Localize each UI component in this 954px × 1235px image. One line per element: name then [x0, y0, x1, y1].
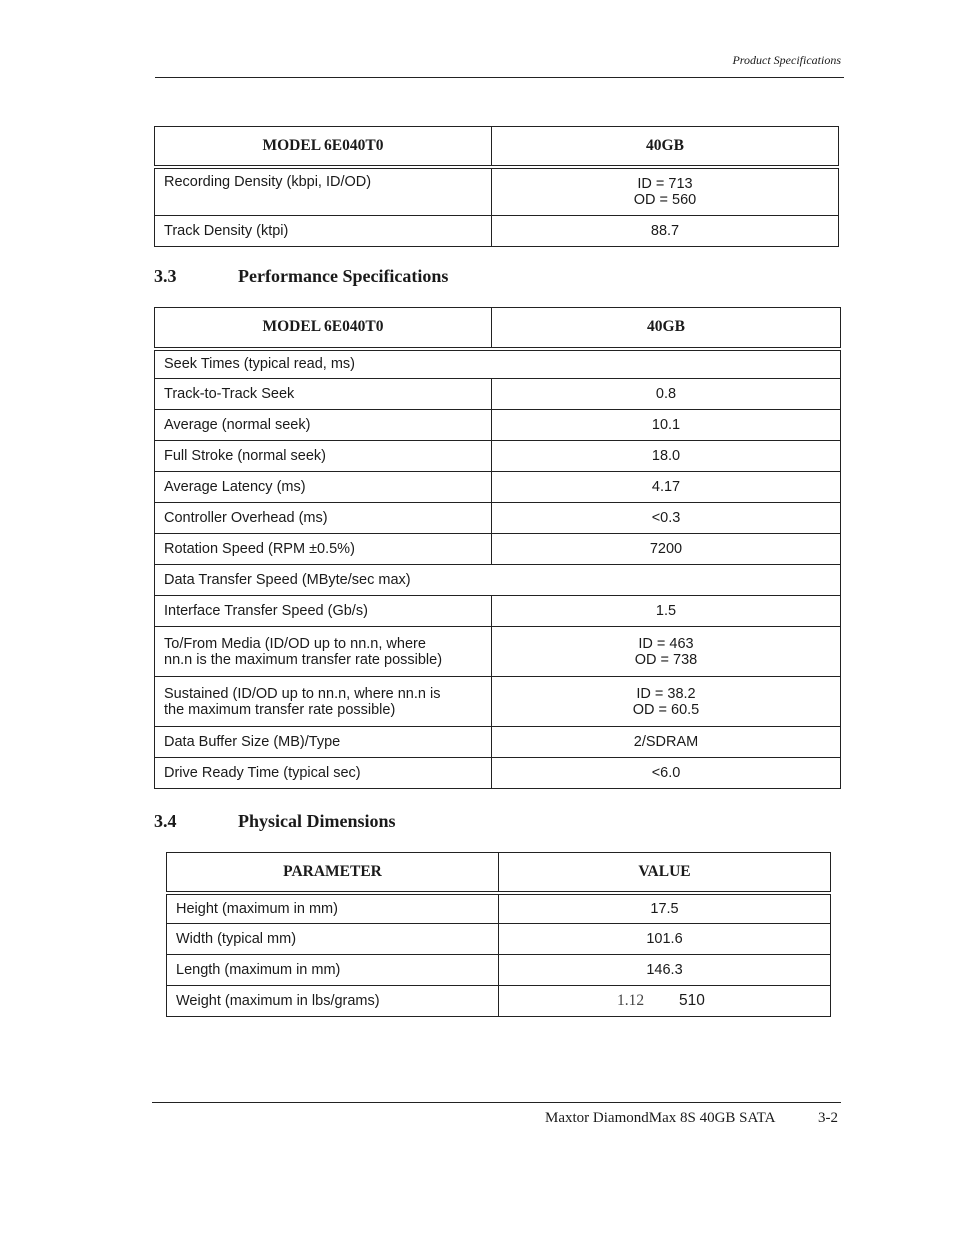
table-row-value: 7200	[492, 534, 841, 565]
value-column-header: VALUE	[499, 853, 831, 893]
interface-transfer-label: Interface Transfer Speed (Gb/s)	[155, 596, 492, 627]
buffer-size-label: Data Buffer Size (MB)/Type	[155, 727, 492, 758]
buffer-size-value: 2/SDRAM	[492, 727, 841, 758]
physical-dimensions-table	[166, 852, 831, 1017]
capacity-column-header: 40GB	[492, 308, 841, 349]
table-row-label: Length (maximum in mm)	[167, 955, 499, 986]
recording-density-label: Recording Density (kbpi, ID/OD)	[155, 167, 492, 216]
table-row-value: 17.5	[499, 893, 831, 924]
footer-page-number: 3-2	[818, 1110, 838, 1126]
model-column-header: MODEL 6E040T0	[155, 308, 492, 349]
drive-ready-label: Drive Ready Time (typical sec)	[155, 758, 492, 789]
performance-table	[154, 307, 841, 789]
table-row-value: 101.6	[499, 924, 831, 955]
sustained-transfer-value: ID = 38.2 OD = 60.5	[492, 677, 841, 727]
capacity-column-header: 40GB	[492, 127, 839, 167]
data-transfer-group-label: Data Transfer Speed (MByte/sec max)	[155, 565, 841, 596]
interface-transfer-value: 1.5	[492, 596, 841, 627]
weight-value	[499, 986, 831, 1017]
sustained-transfer-label: Sustained (ID/OD up to nn.n, where nn.n is the maximum transfer rate possible)	[155, 677, 492, 727]
density-table	[154, 126, 839, 247]
weight-grams-value: 510	[679, 992, 705, 1009]
weight-lbs-value: 1.12	[617, 992, 645, 1009]
footer-product-name: Maxtor DiamondMax 8S 40GB SATA	[545, 1110, 776, 1126]
recording-density-value: ID = 713 OD = 560	[492, 167, 839, 216]
track-density-value: 88.7	[492, 216, 839, 247]
media-transfer-value: ID = 463 OD = 738	[492, 627, 841, 677]
table-row-value: 4.17	[492, 472, 841, 503]
weight-label: Weight (maximum in lbs/grams)	[167, 986, 499, 1017]
model-column-header: MODEL 6E040T0	[155, 127, 492, 167]
table-row-value: 146.3	[499, 955, 831, 986]
table-row-label: Controller Overhead (ms)	[155, 503, 492, 534]
table-row-label: Rotation Speed (RPM ±0.5%)	[155, 534, 492, 565]
table-row-label: Width (typical mm)	[167, 924, 499, 955]
table-row-value: 0.8	[492, 379, 841, 410]
section-heading-performance: 3.3 Performance Specifications	[154, 266, 449, 286]
table-row-value: 10.1	[492, 410, 841, 441]
table-row-label: Height (maximum in mm)	[167, 893, 499, 924]
table-row-value: 18.0	[492, 441, 841, 472]
table-row-value: <0.3	[492, 503, 841, 534]
track-density-label: Track Density (ktpi)	[155, 216, 492, 247]
section-heading-physical: 3.4 Physical Dimensions	[154, 811, 396, 831]
table-row-label: Average Latency (ms)	[155, 472, 492, 503]
page-header-title: Product Specifications	[732, 53, 841, 67]
drive-ready-value: <6.0	[492, 758, 841, 789]
table-row-label: Track-to-Track Seek	[155, 379, 492, 410]
seek-times-group-label: Seek Times (typical read, ms)	[155, 349, 841, 379]
footer-rule	[152, 1102, 841, 1103]
table-row-label: Full Stroke (normal seek)	[155, 441, 492, 472]
parameter-column-header: PARAMETER	[167, 853, 499, 893]
header-rule	[155, 77, 844, 78]
table-row-label: Average (normal seek)	[155, 410, 492, 441]
media-transfer-label: To/From Media (ID/OD up to nn.n, where nn.n is the maximum transfer rate possible)	[155, 627, 492, 677]
